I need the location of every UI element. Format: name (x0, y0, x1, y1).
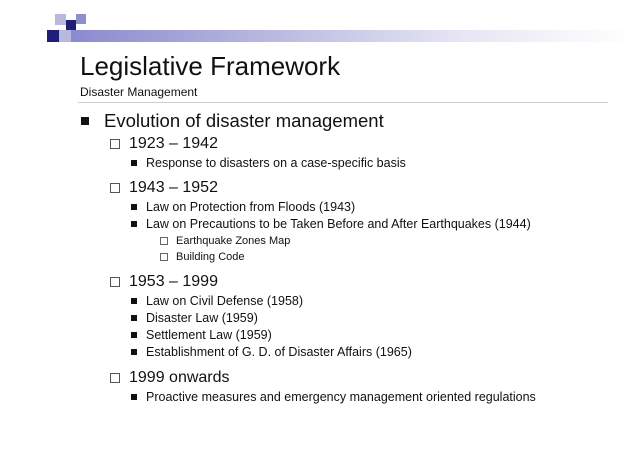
sub-list-item-text: Building Code (176, 251, 245, 263)
small-filled-square-bullet-icon (131, 394, 137, 400)
small-filled-square-bullet-icon (131, 298, 137, 304)
list-item-text: Establishment of G. D. of Disaster Affairs (1965) (146, 345, 412, 359)
list-item (131, 344, 412, 360)
sub-list-item (160, 250, 245, 264)
small-filled-square-bullet-icon (131, 221, 137, 227)
list-item-text: Disaster Law (1959) (146, 311, 258, 325)
list-item-text: Proactive measures and emergency management oriented regulations (146, 390, 536, 404)
list-item (131, 327, 272, 343)
hollow-square-bullet-icon (110, 139, 120, 149)
period-heading (110, 272, 218, 292)
decor-square (55, 14, 66, 25)
small-hollow-square-bullet-icon (160, 237, 168, 245)
title-divider (78, 102, 608, 103)
main-bullet (81, 110, 384, 132)
small-filled-square-bullet-icon (131, 332, 137, 338)
list-item-text: Response to disasters on a case-specific basis (146, 156, 406, 170)
list-item-text: Settlement Law (1959) (146, 328, 272, 342)
period-heading (110, 134, 218, 154)
small-hollow-square-bullet-icon (160, 253, 168, 261)
slide-title: Legislative Framework (80, 51, 341, 81)
header-gradient-bar (71, 30, 631, 42)
list-item (131, 310, 258, 326)
sub-list-item (160, 234, 290, 248)
main-bullet-text: Evolution of disaster management (104, 110, 384, 131)
period-heading (110, 178, 218, 198)
decor-square (59, 30, 71, 42)
list-item-text: Law on Precautions to be Taken Before and After Earthquakes (1944) (146, 217, 531, 231)
small-filled-square-bullet-icon (131, 315, 137, 321)
list-item (131, 155, 406, 171)
small-filled-square-bullet-icon (131, 204, 137, 210)
list-item-text: Law on Civil Defense (1958) (146, 294, 304, 308)
list-item (131, 389, 536, 405)
period-label: 1943 – 1952 (129, 179, 218, 196)
period-label: 1923 – 1942 (129, 135, 218, 152)
small-filled-square-bullet-icon (131, 349, 137, 355)
list-item (131, 293, 303, 309)
hollow-square-bullet-icon (110, 373, 120, 383)
small-filled-square-bullet-icon (131, 160, 137, 166)
decor-square (76, 14, 86, 24)
slide-subtitle: Disaster Management (80, 85, 198, 99)
decor-square (66, 20, 76, 30)
hollow-square-bullet-icon (110, 183, 120, 193)
sub-list-item-text: Earthquake Zones Map (176, 235, 291, 247)
period-heading (110, 368, 230, 388)
list-item-text: Law on Protection from Floods (1943) (146, 200, 356, 214)
list-item (131, 199, 355, 215)
list-item (131, 216, 531, 232)
period-label: 1953 – 1999 (129, 273, 218, 290)
hollow-square-bullet-icon (110, 277, 120, 287)
decor-square (47, 30, 59, 42)
period-label: 1999 onwards (129, 369, 230, 386)
filled-square-bullet-icon (81, 117, 89, 125)
